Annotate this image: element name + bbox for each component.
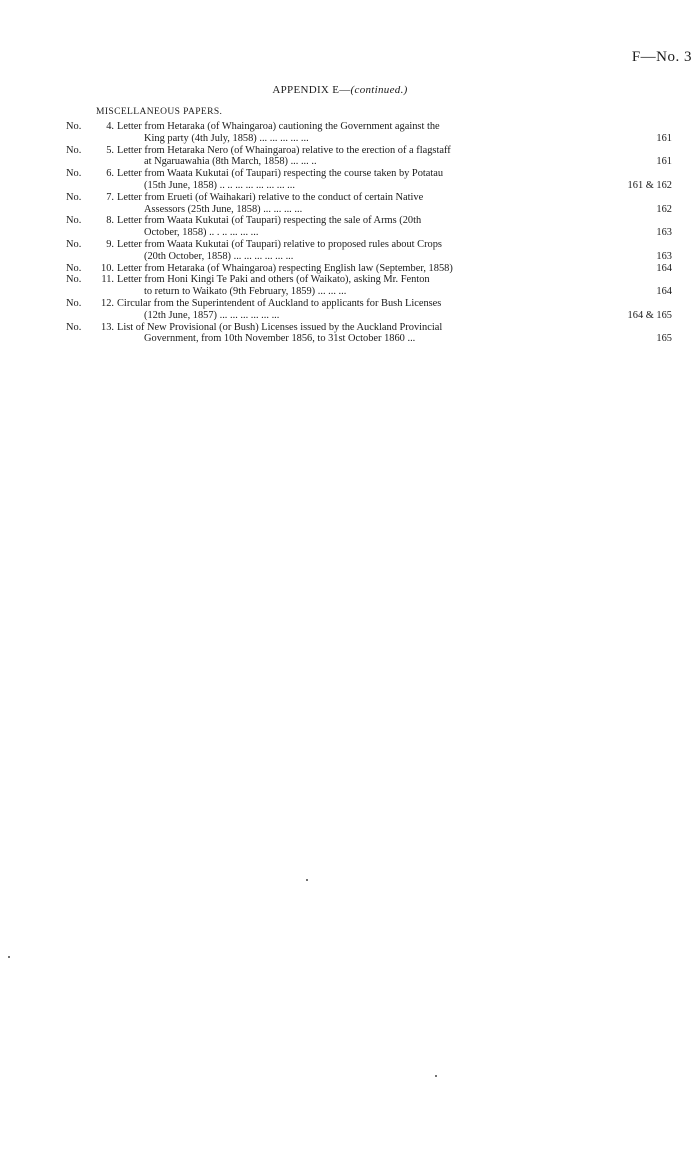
- entry-number: 8.: [106, 215, 114, 227]
- entry-line: [0, 227, 700, 239]
- contents-entry: [0, 322, 700, 346]
- entry-line: [0, 121, 700, 133]
- section-heading: MISCELLANEOUS PAPERS.: [96, 107, 223, 117]
- entry-text: Letter from Erueti (of Waihakari) relative to the conduct of certain Native: [117, 191, 424, 203]
- entry-label: No.: [66, 297, 82, 309]
- contents-entry: [0, 168, 700, 192]
- entry-line: [0, 204, 700, 216]
- entry-page-ref: 162: [656, 203, 672, 215]
- entry-number: 6.: [106, 168, 114, 180]
- entry-line: [0, 263, 700, 275]
- entry-line: [0, 251, 700, 263]
- appendix-title-continued: (continued.): [350, 84, 408, 96]
- contents-entry: [0, 239, 700, 263]
- entry-line: [0, 192, 700, 204]
- entry-page-ref: 165: [656, 333, 672, 345]
- entry-text: at Ngaruawahia (8th March, 1858) ... ... ..: [144, 156, 317, 168]
- entry-page-ref: 161 & 162: [627, 179, 672, 191]
- entry-text: Letter from Waata Kukutai (of Taupari) respecting the sale of Arms (20th: [117, 215, 422, 227]
- appendix-title: [0, 84, 680, 96]
- contents-entry: [0, 192, 700, 216]
- entry-number: 5.: [106, 144, 114, 156]
- entry-number: 11.: [101, 274, 114, 286]
- appendix-title-main: APPENDIX E—: [272, 84, 351, 96]
- entry-text: Assessors (25th June, 1858) ... ... ... ...: [144, 203, 303, 215]
- entry-text: Letter from Hetaraka (of Whaingaroa) respecting English law (September, 1858): [117, 262, 453, 274]
- entry-line: [0, 133, 700, 145]
- entry-page-ref: 164: [656, 262, 672, 274]
- entry-text: (15th June, 1858) .. .. ... ... ... ... ... ...: [144, 179, 295, 191]
- entry-number: 9.: [106, 238, 114, 250]
- entry-line: [0, 215, 700, 227]
- entry-text: Letter from Honi Kingi Te Paki and others (of Waikato), asking Mr. Fenton: [117, 274, 430, 286]
- entry-page-ref: 161: [656, 156, 672, 168]
- entry-page-ref: 163: [656, 250, 672, 262]
- entry-text: (20th October, 1858) ... ... ... ... ... ...: [144, 250, 294, 262]
- entry-number: 13.: [101, 321, 114, 333]
- entry-text: Government, from 10th November 1856, to 31st October 1860 ...: [144, 333, 416, 345]
- entry-page-ref: 161: [656, 132, 672, 144]
- entry-number: 10.: [101, 262, 114, 274]
- page-number: F—No. 3: [631, 49, 692, 65]
- contents-entry: [0, 145, 700, 169]
- entry-label: No.: [66, 262, 82, 274]
- entry-text: Letter from Waata Kukutai (of Taupari) relative to proposed rules about Crops: [117, 238, 442, 250]
- entry-label: No.: [66, 215, 82, 227]
- contents-entry: [0, 263, 700, 275]
- entry-text: October, 1858) .. . .. ... ... ...: [144, 227, 259, 239]
- entry-label: No.: [66, 168, 82, 180]
- entry-page-ref: 164: [656, 286, 672, 298]
- speck-mark: [8, 956, 10, 958]
- entry-page-ref: 163: [656, 227, 672, 239]
- entry-line: [0, 333, 700, 345]
- entry-line: [0, 286, 700, 298]
- entry-text: to return to Waikato (9th February, 1859) ... ... ...: [144, 286, 347, 298]
- entry-text: Letter from Hetaraka (of Whaingaroa) cautioning the Government against the: [117, 121, 440, 132]
- entry-line: [0, 168, 700, 180]
- contents-entry: [0, 298, 700, 322]
- entry-number: 7.: [106, 191, 114, 203]
- entry-text: Letter from Hetaraka Nero (of Whaingaroa) relative to the erection of a flagstaff: [117, 144, 451, 156]
- entry-text: Circular from the Superintendent of Auckland to applicants for Bush Licenses: [117, 297, 442, 309]
- entry-number: 12.: [101, 297, 114, 309]
- entry-line: [0, 156, 700, 168]
- entry-label: No.: [66, 191, 82, 203]
- entry-label: No.: [66, 321, 82, 333]
- entry-line: [0, 145, 700, 157]
- entry-text: (12th June, 1857) ... ... ... ... ... ...: [144, 309, 280, 321]
- entry-text: Letter from Waata Kukutai (of Taupari) respecting the course taken by Potatau: [117, 168, 444, 180]
- entry-line: [0, 180, 700, 192]
- entry-line: [0, 298, 700, 310]
- entry-line: [0, 310, 700, 322]
- entry-label: No.: [66, 121, 82, 132]
- contents-list: [0, 121, 700, 345]
- entry-page-ref: 164 & 165: [627, 309, 672, 321]
- entry-label: No.: [66, 274, 82, 286]
- speck-mark: [306, 879, 308, 881]
- contents-entry: [0, 121, 700, 145]
- entry-label: No.: [66, 238, 82, 250]
- entry-line: [0, 239, 700, 251]
- contents-entry: [0, 274, 700, 298]
- entry-label: No.: [66, 144, 82, 156]
- speck-mark: [435, 1075, 437, 1077]
- entry-line: [0, 274, 700, 286]
- entry-number: 4.: [106, 121, 114, 132]
- entry-line: [0, 322, 700, 334]
- entry-text: List of New Provisional (or Bush) Licenses issued by the Auckland Provincial: [117, 321, 443, 333]
- contents-entry: [0, 215, 700, 239]
- entry-text: King party (4th July, 1858) ... ... ... ... ...: [144, 132, 309, 144]
